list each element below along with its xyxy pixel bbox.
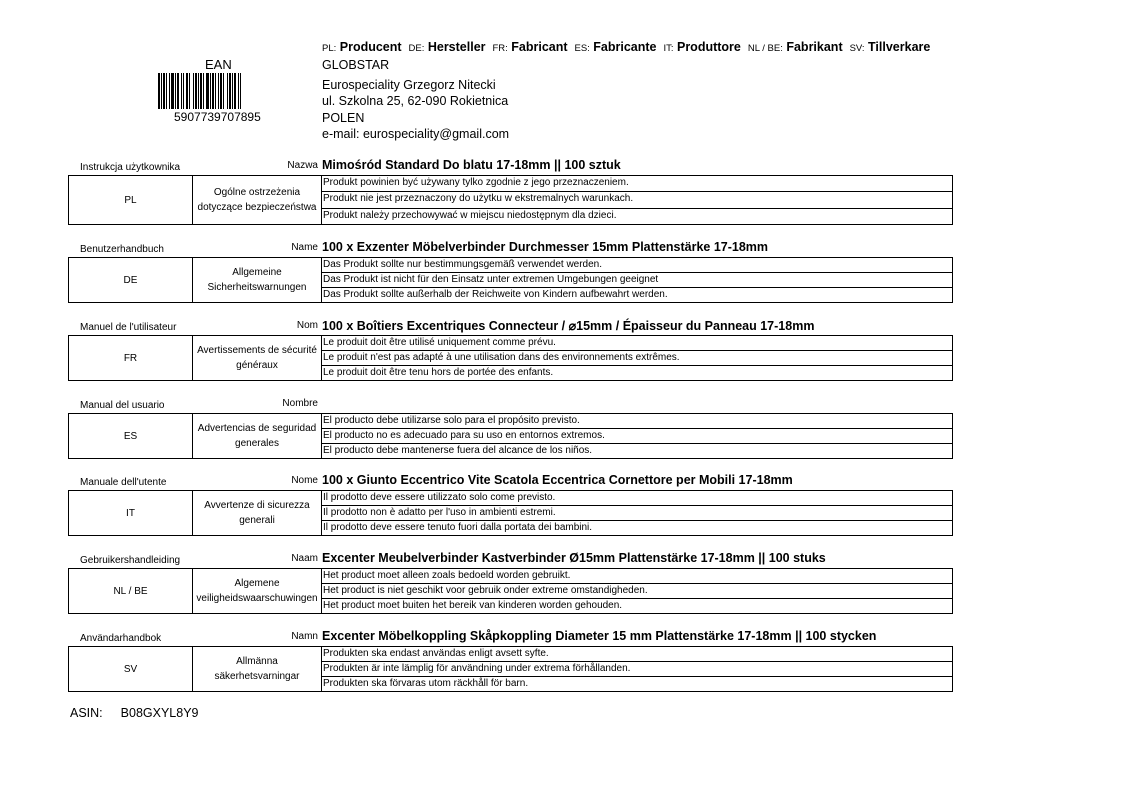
safety-table xyxy=(68,646,953,692)
warning-line: El producto debe utilizarse solo para el propósito previsto. xyxy=(322,414,952,429)
mfr-code-de: DE: xyxy=(408,43,425,54)
asin-label: ASIN: xyxy=(70,706,103,720)
section-nl xyxy=(68,551,953,614)
mfr-brand: GLOBSTAR xyxy=(322,58,390,72)
manufacturer-header xyxy=(322,40,930,54)
name-label: Nom xyxy=(296,320,318,331)
language-code: SV xyxy=(69,647,193,691)
warning-line: Le produit n'est pas adapté à une utilisation dans des environnements extrêmes. xyxy=(322,351,952,366)
safety-table xyxy=(68,257,953,303)
warning-lines xyxy=(322,336,952,380)
warning-line: Produkten är inte lämplig för användning under extrema förhållanden. xyxy=(322,662,952,677)
safety-table xyxy=(68,175,953,225)
language-code: DE xyxy=(69,258,193,302)
warning-line: Produkt nie jest przeznaczony do użytku w ekstremalnych warunkach. xyxy=(322,192,952,208)
warning-heading: Avertissements de sécurité généraux xyxy=(193,336,322,380)
warning-line: Le produit doit être tenu hors de portée des enfants. xyxy=(323,367,554,378)
mfr-code-es: ES: xyxy=(574,43,590,54)
warning-lines xyxy=(322,414,952,458)
mfr-word-de: Hersteller xyxy=(427,40,486,54)
warning-line: Das Produkt ist nicht für den Einsatz unter extremen Umgebungen geeignet xyxy=(322,273,952,288)
asin-value: B08GXYL8Y9 xyxy=(120,706,199,720)
barcode-graphic xyxy=(158,73,276,109)
product-title: 100 x Exzenter Möbelverbinder Durchmesser 15mm Plattenstärke 17-18mm xyxy=(322,240,769,254)
safety-table xyxy=(68,413,953,459)
mfr-word-pl: Producent xyxy=(339,40,402,54)
warning-line: El producto debe mantenerse fuera del alcance de los niños. xyxy=(323,445,593,456)
product-title: 100 x Boîtiers Excentriques Connecteur / ⌀15mm / Épaisseur du Panneau 17-18mm xyxy=(322,319,815,333)
mfr-code-it: IT: xyxy=(663,43,674,54)
manual-label: Instrukcja użytkownika xyxy=(80,162,181,173)
product-title: Excenter Meubelverbinder Kastverbinder Ø15mm Plattenstärke 17-18mm || 100 stuks xyxy=(322,551,826,565)
name-label: Nombre xyxy=(282,398,318,409)
ean-number: 5907739707895 xyxy=(174,110,261,124)
manual-label: Gebruikershandleiding xyxy=(80,555,181,566)
name-label: Namn xyxy=(291,631,318,642)
mfr-word-sv: Tillverkare xyxy=(868,40,931,54)
warning-heading: Algemene veiligheidswaarschuwingen xyxy=(193,569,322,613)
mfr-code-sv: SV: xyxy=(849,43,865,54)
mfr-country: POLEN xyxy=(322,110,365,125)
section-sv xyxy=(68,629,953,692)
manual-label: Manual del usuario xyxy=(80,400,165,411)
warning-line: Das Produkt sollte außerhalb der Reichweite von Kindern aufbewahrt werden. xyxy=(323,289,668,300)
mfr-code-fr: FR: xyxy=(492,43,508,54)
warning-heading: Allgemeine Sicherheitswarnungen xyxy=(193,258,322,302)
warning-lines xyxy=(322,569,952,613)
ean-label: EAN xyxy=(205,57,232,72)
warning-lines xyxy=(322,647,952,691)
warning-line: Produkt powinien być używany tylko zgodnie z jego przeznaczeniem. xyxy=(322,176,952,192)
language-code: PL xyxy=(69,176,193,224)
mfr-word-es: Fabricante xyxy=(593,40,657,54)
manual-label: Manuel de l'utilisateur xyxy=(80,322,177,333)
warning-line: Produkten ska endast användas enligt avsett syfte. xyxy=(322,647,952,662)
manufacturer-address xyxy=(322,57,509,143)
section-it xyxy=(68,473,953,536)
section-pl xyxy=(68,158,953,225)
warning-line: Das Produkt sollte nur bestimmungsgemäß verwendet werden. xyxy=(322,258,952,273)
product-title: Excenter Möbelkoppling Skåpkoppling Diameter 15 mm Plattenstärke 17-18mm || 100 stycken xyxy=(322,629,877,643)
mfr-email: e-mail: eurospeciality@gmail.com xyxy=(322,127,510,141)
product-title: 100 x Giunto Eccentrico Vite Scatola Eccentrica Cornettore per Mobili 17-18mm xyxy=(322,473,793,487)
warning-lines xyxy=(322,491,952,535)
warning-line: Het product moet alleen zoals bedoeld worden gebruikt. xyxy=(322,569,952,584)
name-label: Name xyxy=(291,242,318,253)
section-fr xyxy=(68,318,953,381)
name-label: Nazwa xyxy=(287,160,318,171)
language-code: IT xyxy=(69,491,193,535)
mfr-code-nl: NL / BE: xyxy=(747,43,783,54)
warning-line: El producto no es adecuado para su uso en entornos extremos. xyxy=(322,429,952,444)
warning-line: Het product moet buiten het bereik van kinderen worden gehouden. xyxy=(323,600,623,611)
warning-line: Produkt należy przechowywać w miejscu niedostępnym dla dzieci. xyxy=(323,209,617,221)
mfr-word-nl: Fabrikant xyxy=(786,40,843,54)
product-title: Mimośród Standard Do blatu 17-18mm || 100 sztuk xyxy=(322,158,621,172)
section-es xyxy=(68,396,953,459)
warning-line: Il prodotto deve essere tenuto fuori dalla portata dei bambini. xyxy=(323,522,593,533)
mfr-street: ul. Szkolna 25, 62-090 Rokietnica xyxy=(322,94,509,108)
warning-heading: Allmänna säkerhetsvarningar xyxy=(193,647,322,691)
warning-heading: Ogólne ostrzeżenia dotyczące bezpieczeństwa xyxy=(193,176,322,224)
safety-table xyxy=(68,568,953,614)
manual-label: Benutzerhandbuch xyxy=(80,244,164,255)
mfr-word-fr: Fabricant xyxy=(511,40,568,54)
name-label: Nome xyxy=(291,475,318,486)
warning-line: Le produit doit être utilisé uniquement comme prévu. xyxy=(322,336,952,351)
language-code: NL / BE xyxy=(69,569,193,613)
mfr-code-pl: PL: xyxy=(322,43,337,54)
safety-table xyxy=(68,490,953,536)
warning-heading: Avvertenze di sicurezza generali xyxy=(193,491,322,535)
warning-line: Het product is niet geschikt voor gebruik onder extreme omstandigheden. xyxy=(322,584,952,599)
language-code: ES xyxy=(69,414,193,458)
warning-lines xyxy=(322,176,952,224)
manual-label: Manuale dell'utente xyxy=(80,477,167,488)
asin xyxy=(70,706,199,720)
safety-table xyxy=(68,335,953,381)
warning-line: Il prodotto non è adatto per l'uso in ambienti estremi. xyxy=(322,506,952,521)
mfr-word-it: Produttore xyxy=(676,40,741,54)
name-label: Naam xyxy=(291,553,318,564)
mfr-company: Eurospeciality Grzegorz Nitecki xyxy=(322,77,496,92)
warning-line: Il prodotto deve essere utilizzato solo come previsto. xyxy=(322,491,952,506)
warning-lines xyxy=(322,258,952,302)
manual-label: Användarhandbok xyxy=(80,633,162,644)
section-de xyxy=(68,240,953,303)
warning-line: Produkten ska förvaras utom räckhåll för barn. xyxy=(323,678,529,689)
language-code: FR xyxy=(69,336,193,380)
warning-heading: Advertencias de seguridad generales xyxy=(193,414,322,458)
